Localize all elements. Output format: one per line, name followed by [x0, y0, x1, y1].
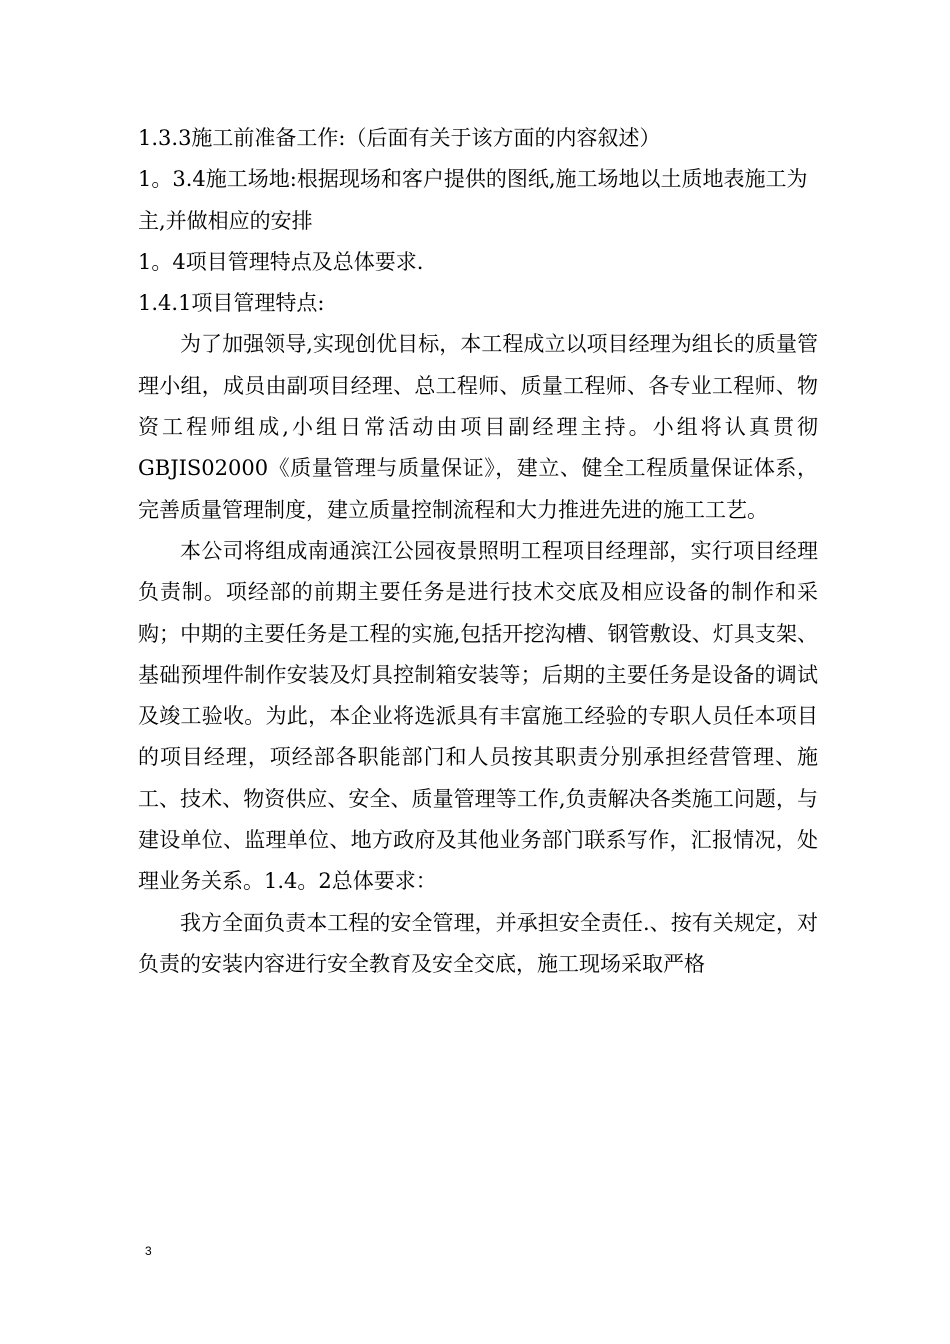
section-heading-1-4: 1。4项目管理特点及总体要求.	[138, 249, 424, 274]
section-heading-1-3-4: 1。3.4施工场地:根据现场和客户提供的图纸,施工场地以土质地表施工为主,并做相应的安排	[138, 167, 808, 233]
body-paragraph-quality-group: 为了加强领导,实现创优目标，本工程成立以项目经理为组长的质量管理小组，成员由副项目经理、总工程师、质量工程师、各专业工程师、物资工程师组成,小组日常活动由项目副经理主持。小组将认真贯彻GBJIS02000《质量管理与质量保证》，建立、健全工程质量保证体系，完善质量管理制度，建立质量控制流程和大力推进先进的施工工艺。	[138, 332, 818, 522]
body-paragraph-safety: 我方全面负责本工程的安全管理，并承担安全责任.、按有关规定，对负责的安装内容进行安全教育及安全交底，施工现场采取严格	[138, 910, 818, 976]
section-heading-1-3-3: 1.3.3施工前准备工作:（后面有关于该方面的内容叙述）	[138, 126, 661, 150]
document-body	[138, 118, 818, 985]
section-heading-1-4-1: 1.4.1项目管理特点:	[138, 291, 325, 316]
body-paragraph-project-department: 本公司将组成南通滨江公园夜景照明工程项目经理部，实行项目经理负责制。项经部的前期主要任务是进行技术交底及相应设备的制作和采购；中期的主要任务是工程的实施,包括开挖沟槽、钢管敷设、灯具支架、基础预埋件制作安装及灯具控制箱安装等；后期的主要任务是设备的调试及竣工验收。为此，本企业将选派具有丰富施工经验的专职人员任本项目的项目经理，项经部各职能部门和人员按其职责分别承担经营管理、施工、技术、物资供应、安全、质量管理等工作,负责解决各类施工问题，与建设单位、监理单位、地方政府及其他业务部门联系写作，汇报情况，处理业务关系。1.4。2总体要求：	[138, 538, 818, 894]
page-number: 3	[145, 1244, 152, 1258]
